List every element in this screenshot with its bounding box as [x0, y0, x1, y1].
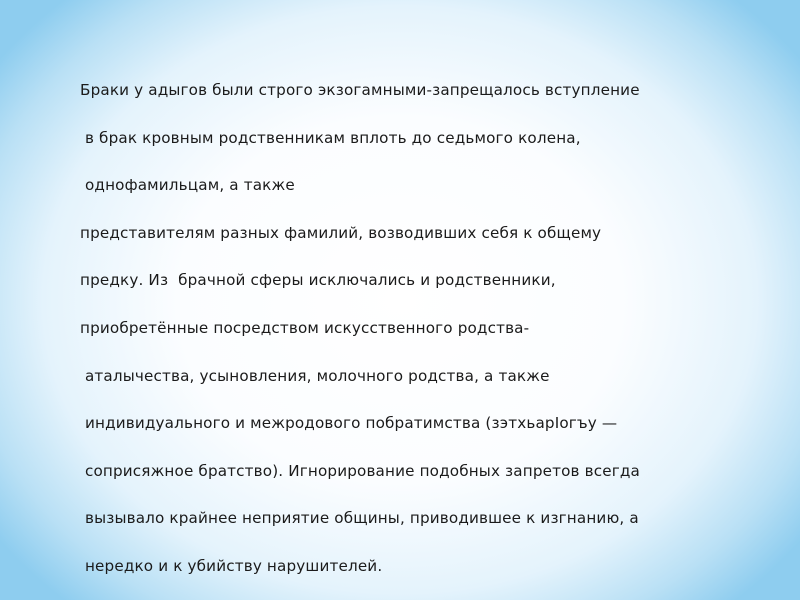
- text-line: индивидуального и межродового побратимства (зэтхьаpIогъу —: [80, 414, 618, 433]
- text-line: в брак кровным родственникам вплоть до седьмого колена,: [80, 128, 581, 147]
- text-line: нередко и к убийству нарушителей.: [80, 556, 383, 575]
- text-line: представителям разных фамилий, возводивших себя к общему: [80, 223, 602, 242]
- text-line: соприсяжное братство). Игнорирование подобных запретов всегда: [80, 461, 640, 480]
- text-line: аталычества, усыновления, молочного родства, а также: [80, 366, 550, 385]
- text-line: предку. Из брачной сферы исключались и родственники,: [80, 271, 556, 290]
- text-line: однофамильцам, а также: [80, 176, 295, 195]
- text-line: Браки у адыгов были строго экзогамными-запрещалось вступление: [80, 81, 640, 99]
- text-line: приобретённые посредством искусственного родства-: [80, 318, 530, 337]
- body-text: [80, 78, 740, 600]
- text-line: вызывало крайнее неприятие общины, приводившее к изгнанию, а: [80, 509, 639, 528]
